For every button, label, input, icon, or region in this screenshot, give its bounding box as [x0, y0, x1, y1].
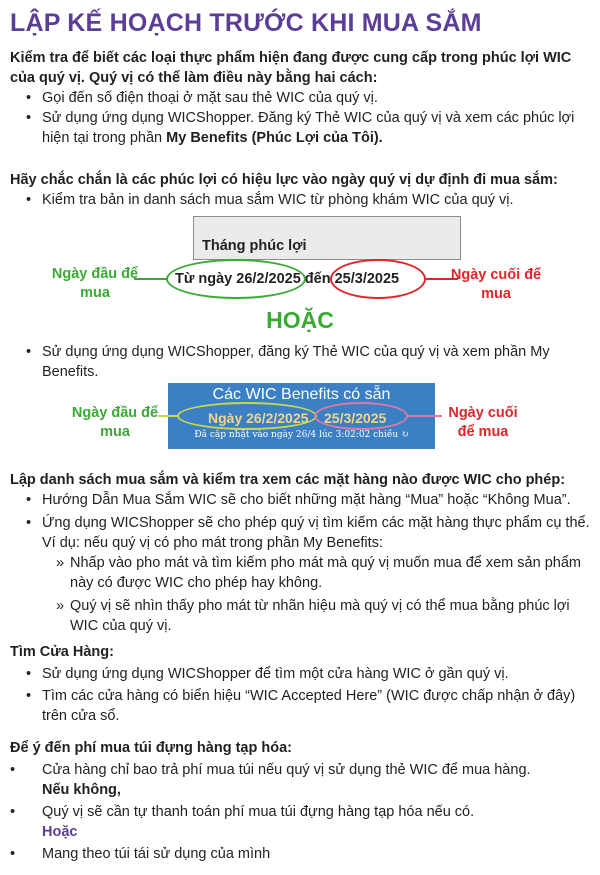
list-item: [10, 802, 595, 842]
list-item: [10, 513, 595, 553]
app-end-connector: [408, 415, 442, 417]
list-item: [10, 190, 595, 210]
list-item-text: Gọi đến số điện thoại ở mặt sau thẻ WIC của quý vị.: [42, 90, 378, 106]
app-option: [10, 342, 595, 382]
app-start-date: Ngày 26/2/2025: [208, 410, 309, 426]
list-item-text: Tìm các cửa hàng có biển hiệu “WIC Accepted Here” (WIC được chấp nhận ở đây) trên cửa sổ.: [42, 688, 576, 724]
list-item: [10, 686, 595, 726]
list-item-text: Quý vị sẽ cần tự thanh toán phí mua túi đựng hàng tạp hóa nếu có.: [42, 804, 475, 820]
section-shopping-list: [10, 470, 595, 636]
my-benefits-label: My Benefits (Phúc Lợi của Tôi).: [166, 130, 383, 146]
end-date-highlight: [330, 259, 426, 299]
section-check-benefits: [10, 48, 595, 148]
section-find-store: [10, 642, 595, 726]
list-item: [10, 844, 595, 864]
section-heading: Hãy chắc chắn là các phúc lợi có hiệu lực vào ngày quý vị dự định đi mua sắm:: [10, 172, 558, 188]
list-item-text: Ứng dụng WICShopper sẽ cho phép quý vị tìm kiếm các mặt hàng thực phẩm cụ thể. Ví dụ: nếu quý vị có pho mát trong phần My Benefits:: [42, 515, 590, 551]
bullet-list: [10, 342, 595, 382]
end-day-label: Ngày cuối để mua: [450, 267, 542, 302]
list-item: [10, 664, 595, 684]
bullet-list: [10, 88, 595, 148]
list-item: [10, 88, 595, 108]
benefit-month-box: [193, 216, 461, 260]
list-item-text: Sử dụng ứng dụng WICShopper. Đăng ký Thẻ WIC của quý vị và xem các phúc lợi hiện tại trong phần: [42, 110, 575, 146]
if-not-label: Nếu không,: [42, 782, 121, 798]
page-title: LẬP KẾ HOẠCH TRƯỚC KHI MUA SẮM: [10, 9, 482, 37]
section-heading: Để ý đến phí mua túi đựng hàng tạp hóa:: [10, 740, 292, 756]
section-heading: Lập danh sách mua sắm và kiểm tra xem các mặt hàng nào được WIC cho phép:: [10, 472, 566, 488]
list-item: [10, 553, 595, 593]
section-bag-fee: [10, 738, 595, 864]
or-label: Hoặc: [42, 824, 78, 840]
app-start-connector: [158, 415, 178, 417]
bullet-list: [10, 490, 595, 553]
bullet-list: [10, 760, 595, 864]
date-separator: đến: [300, 271, 335, 287]
list-item: [10, 596, 595, 636]
list-item: [10, 342, 595, 382]
app-updated-text: [168, 429, 435, 441]
section-benefit-dates: [10, 170, 595, 210]
app-updated-label: Đã cập nhật vào ngày 26/4 lúc 3:02:02 chiều: [194, 430, 399, 440]
list-item-text: Sử dụng ứng dụng WICShopper, đăng ký Thẻ WIC của quý vị và xem phần My Benefits.: [42, 344, 550, 380]
list-item: [10, 108, 595, 148]
sub-bullet-list: [10, 553, 595, 636]
start-date-highlight: [166, 259, 306, 299]
list-item-text: Hướng Dẫn Mua Sắm WIC sẽ cho biết những mặt hàng “Mua” hoặc “Không Mua”.: [42, 492, 571, 508]
app-panel-title: Các WIC Benefits có sẵn: [212, 386, 391, 403]
app-end-date: 25/3/2025: [324, 410, 387, 426]
benefit-month-label: Tháng phúc lợi: [202, 238, 307, 254]
start-date: Từ ngày 26/2/2025: [175, 271, 301, 287]
list-item: [10, 490, 595, 510]
end-date: 25/3/2025: [334, 271, 400, 287]
app-start-day-label: Ngày đầu để mua: [71, 405, 159, 440]
app-start-date-highlight: [177, 402, 317, 430]
list-item-text: Quý vị sẽ nhìn thấy pho mát từ nhãn hiệu mà quý vị có thể mua bằng phúc lợi WIC của quý vị.: [70, 598, 570, 634]
or-divider: HOẶC: [266, 307, 334, 333]
list-item-text: Cửa hàng chỉ bao trả phí mua túi nếu quý vị sử dụng thẻ WIC để mua hàng.: [42, 762, 531, 778]
app-end-date-highlight: [314, 402, 408, 430]
bullet-list: [10, 664, 595, 726]
list-item-text: Sử dụng ứng dụng WICShopper để tìm một cửa hàng WIC ở gần quý vị.: [42, 666, 509, 682]
refresh-icon[interactable]: ↻: [401, 430, 409, 440]
list-item-text: Mang theo túi tái sử dụng của mình: [42, 846, 271, 862]
start-day-label: Ngày đầu để mua: [51, 266, 139, 301]
list-item-text: Nhấp vào pho mát và tìm kiếm pho mát mà quý vị muốn mua để xem sản phẩm này có được WIC cho phép hay không.: [70, 555, 581, 591]
section-heading: Tìm Cửa Hàng:: [10, 644, 114, 660]
bullet-list: [10, 190, 595, 210]
section-heading: Kiểm tra để biết các loại thực phẩm hiện đang được cung cấp trong phúc lợi WIC của quý vị. Quý vị có thể làm điều này bằng hai cách:: [10, 50, 572, 86]
list-item-text: Kiểm tra bản in danh sách mua sắm WIC từ phòng khám WIC của quý vị.: [42, 192, 514, 208]
list-item: [10, 760, 595, 800]
app-end-day-label: Ngày cuối để mua: [448, 405, 518, 440]
